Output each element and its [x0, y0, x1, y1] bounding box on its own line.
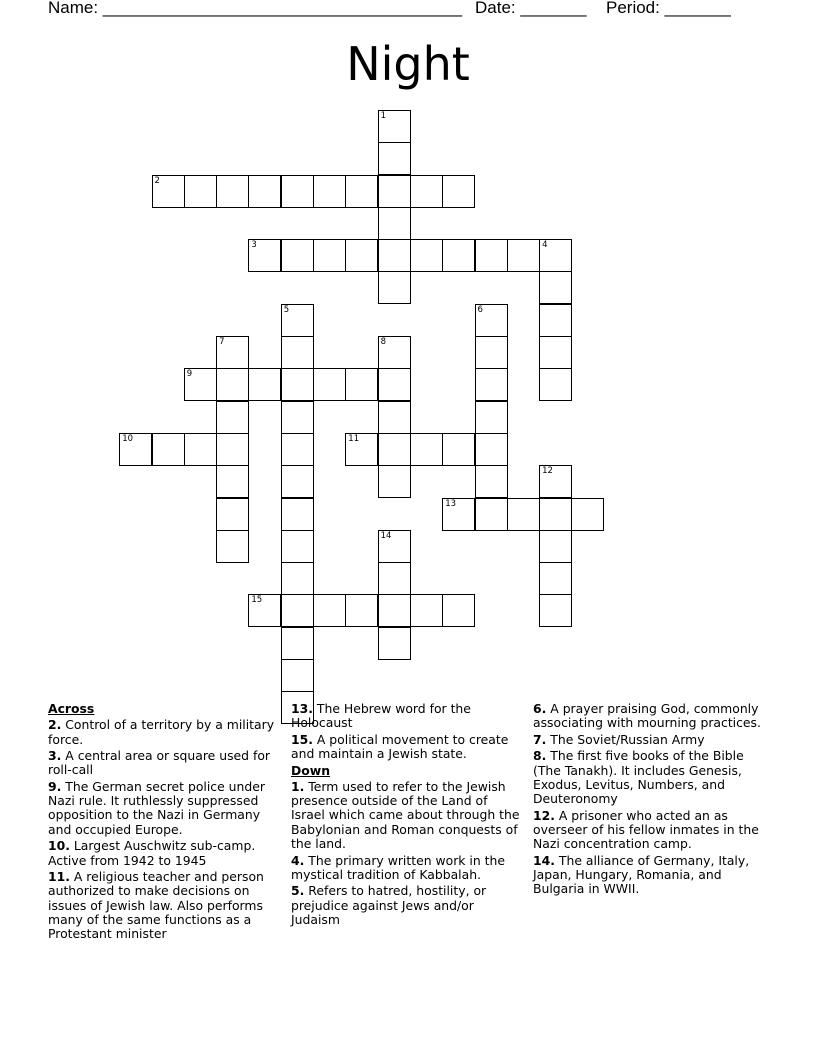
down-heading: Down — [291, 762, 331, 778]
clue-text: The alliance of Germany, Italy, Japan, Hungary, Romania, and Bulgaria in WWII. — [533, 852, 750, 897]
grid-cell[interactable] — [378, 627, 411, 660]
clue-number: 11 — [348, 433, 360, 444]
across-clue-list-continued — [291, 702, 523, 761]
across-clue-list — [48, 718, 276, 941]
grid-cell[interactable] — [507, 239, 540, 272]
grid-cell[interactable] — [216, 175, 249, 208]
clue-text: A prayer praising God, commonly associating with mourning practices. — [533, 701, 761, 731]
clue-text: A central area or square used for roll-call — [48, 748, 271, 778]
grid-cell[interactable] — [378, 110, 411, 143]
clue-number: 4. — [291, 852, 305, 868]
clue-number: 1 — [380, 110, 387, 121]
clue-number: 10 — [122, 433, 134, 444]
grid-cell[interactable] — [216, 530, 249, 563]
grid-cell[interactable] — [119, 433, 152, 466]
grid-cell[interactable] — [345, 594, 378, 627]
grid-cell[interactable] — [539, 594, 572, 627]
clue — [291, 733, 523, 762]
clue-number: 8. — [533, 748, 547, 764]
clues-column-1 — [48, 702, 276, 944]
grid-cell[interactable] — [248, 594, 281, 627]
grid-cell[interactable] — [378, 336, 411, 369]
clue-number: 9 — [186, 369, 193, 380]
grid-cell[interactable] — [281, 401, 314, 434]
grid-cell[interactable] — [378, 401, 411, 434]
across-heading: Across — [48, 701, 95, 716]
clue-number: 3 — [251, 240, 257, 251]
clue-number: 8 — [380, 337, 387, 347]
clue-text: Term used to refer to the Jewish presence outside of the Land of Israel which came about through the Babylonian and Roman conquests of the land. — [291, 778, 520, 852]
clue — [291, 854, 523, 883]
grid-cell[interactable] — [281, 594, 314, 627]
grid-cell[interactable] — [378, 239, 411, 272]
grid-cell[interactable] — [345, 433, 378, 466]
clue — [291, 884, 523, 927]
grid-cell[interactable] — [475, 304, 508, 337]
clue-text: The first five books of the Bible (The Tanakh). It includes Genesis, Exodus, Levitus, Numbers, and Deuteronomy — [533, 748, 744, 807]
clue-number: 4 — [542, 240, 548, 251]
grid-cell[interactable] — [475, 498, 508, 531]
grid-cell[interactable] — [442, 594, 475, 627]
grid-cell[interactable] — [184, 368, 217, 401]
grid-cell[interactable] — [313, 175, 346, 208]
grid-cell[interactable] — [539, 368, 572, 401]
clue-number: 3. — [48, 748, 62, 764]
clue-number: 12 — [542, 466, 553, 477]
clue — [48, 870, 276, 941]
grid-cell[interactable] — [281, 368, 314, 401]
clue-number: 13. — [291, 701, 313, 716]
grid-cell[interactable] — [539, 336, 572, 369]
grid-cell[interactable] — [410, 594, 443, 627]
clue-number: 15 — [251, 595, 263, 606]
grid-cell[interactable] — [475, 336, 508, 369]
grid-cell[interactable] — [281, 304, 314, 337]
clue-number: 9. — [48, 778, 62, 794]
grid-cell[interactable] — [539, 271, 572, 304]
period-field[interactable]: Period: _______ — [606, 0, 731, 17]
grid-cell[interactable] — [410, 433, 443, 466]
grid-cell[interactable] — [281, 659, 314, 692]
grid-cell[interactable] — [345, 239, 378, 272]
grid-cell[interactable] — [345, 175, 378, 208]
grid-cell[interactable] — [539, 304, 572, 337]
clue-number: 6 — [477, 304, 483, 315]
grid-cell[interactable] — [248, 239, 281, 272]
down-clue-list — [291, 780, 523, 927]
grid-cell[interactable] — [475, 433, 508, 466]
grid-cell[interactable] — [378, 271, 411, 304]
clue-number: 10. — [48, 838, 70, 854]
grid-cell[interactable] — [442, 433, 475, 466]
grid-cell[interactable] — [216, 336, 249, 369]
grid-cell[interactable] — [539, 465, 572, 498]
grid-cell[interactable] — [378, 465, 411, 498]
clue-number: 15. — [291, 731, 313, 747]
grid-cell[interactable] — [571, 498, 604, 531]
clue-text: The Soviet/Russian Army — [546, 731, 705, 747]
grid-cell[interactable] — [216, 498, 249, 531]
grid-cell[interactable] — [539, 530, 572, 563]
clue-number: 5 — [283, 304, 290, 315]
grid-cell[interactable] — [281, 627, 314, 660]
grid-cell[interactable] — [378, 175, 411, 208]
grid-cell[interactable] — [281, 530, 314, 563]
grid-cell[interactable] — [281, 239, 314, 272]
grid-cell[interactable] — [410, 239, 443, 272]
grid-cell[interactable] — [410, 175, 443, 208]
grid-cell[interactable] — [539, 498, 572, 531]
grid-cell[interactable] — [281, 498, 314, 531]
grid-cell[interactable] — [378, 433, 411, 466]
clue-text: The Hebrew word for the Holocaust — [291, 701, 471, 731]
grid-cell[interactable] — [313, 368, 346, 401]
grid-cell[interactable] — [216, 401, 249, 434]
grid-cell[interactable] — [216, 368, 249, 401]
grid-cell[interactable] — [216, 465, 249, 498]
grid-cell[interactable] — [248, 175, 281, 208]
clues-column-3 — [533, 702, 763, 899]
clue — [533, 749, 763, 806]
clue — [533, 854, 763, 897]
grid-cell[interactable] — [475, 401, 508, 434]
grid-cell[interactable] — [281, 336, 314, 369]
grid-cell[interactable] — [442, 175, 475, 208]
clue-number: 13 — [445, 498, 457, 509]
clue — [291, 702, 523, 731]
clue — [291, 780, 523, 851]
clue-number: 12. — [533, 807, 555, 823]
date-field[interactable]: Date: _______ — [475, 0, 587, 17]
grid-cell[interactable] — [378, 530, 411, 563]
clue-number: 2 — [154, 175, 160, 186]
down-clue-list-continued — [533, 702, 763, 897]
grid-cell[interactable] — [184, 175, 217, 208]
clue-number: 7. — [533, 731, 547, 747]
clues-column-2 — [291, 702, 523, 929]
grid-cell[interactable] — [248, 368, 281, 401]
grid-cell[interactable] — [281, 175, 314, 208]
grid-cell[interactable] — [378, 207, 411, 240]
grid-cell[interactable] — [442, 498, 475, 531]
clue-text: Refers to hatred, hostility, or prejudice against Jews and/or Judaism — [291, 883, 487, 927]
grid-cell[interactable] — [378, 368, 411, 401]
grid-cell[interactable] — [313, 594, 346, 627]
clue-text: A political movement to create and maintain a Jewish state. — [291, 731, 509, 762]
clue-text: Largest Auschwitz sub-camp. Active from 1942 to 1945 — [48, 838, 256, 868]
clue-number: 2. — [48, 717, 62, 733]
grid-cell[interactable] — [475, 239, 508, 272]
grid-cell[interactable] — [152, 175, 185, 208]
grid-cell[interactable] — [152, 433, 185, 466]
grid-cell[interactable] — [281, 465, 314, 498]
grid-cell[interactable] — [281, 562, 314, 595]
clue-text: The primary written work in the mystical tradition of Kabbalah. — [291, 852, 505, 882]
clue-number: 1. — [291, 778, 305, 794]
clue — [533, 733, 763, 747]
clue — [48, 780, 276, 837]
grid-cell[interactable] — [378, 562, 411, 595]
grid-cell[interactable] — [184, 433, 217, 466]
clue-number: 14. — [533, 852, 555, 868]
clue-text: A religious teacher and person authorized to make decisions on issues of Jewish law. Also performs many of the same functions as a Protestant minister — [48, 869, 264, 942]
clue-text: A prisoner who acted an as overseer of his fellow inmates in the Nazi concentration camp. — [533, 807, 759, 852]
grid-cell[interactable] — [378, 594, 411, 627]
grid-cell[interactable] — [345, 368, 378, 401]
clue — [48, 839, 276, 868]
clue-text: The German secret police under Nazi rule. It ruthlessly suppressed opposition to the Nazi in Germany and occupied Europe. — [48, 778, 265, 837]
grid-cell[interactable] — [507, 498, 540, 531]
puzzle-title: Night — [346, 37, 470, 91]
clue-number: 14 — [380, 530, 392, 541]
clue-text: Control of a territory by a military force. — [48, 717, 275, 747]
grid-cell[interactable] — [539, 562, 572, 595]
grid-cell[interactable] — [475, 368, 508, 401]
clue-number: 11. — [48, 869, 70, 885]
clue-number: 5. — [291, 883, 305, 899]
clue — [533, 702, 763, 731]
grid-cell[interactable] — [442, 239, 475, 272]
grid-cell[interactable] — [313, 239, 346, 272]
grid-cell[interactable] — [281, 433, 314, 466]
grid-cell[interactable] — [539, 239, 572, 272]
clue — [48, 718, 276, 747]
grid-cell[interactable] — [475, 465, 508, 498]
clue-number: 7 — [219, 337, 225, 347]
clue-number: 6. — [533, 701, 547, 716]
grid-cell[interactable] — [378, 142, 411, 175]
clue — [533, 809, 763, 852]
clue — [48, 749, 276, 778]
grid-cell[interactable] — [216, 433, 249, 466]
name-field[interactable]: Name: ______________________________________ — [48, 0, 463, 17]
